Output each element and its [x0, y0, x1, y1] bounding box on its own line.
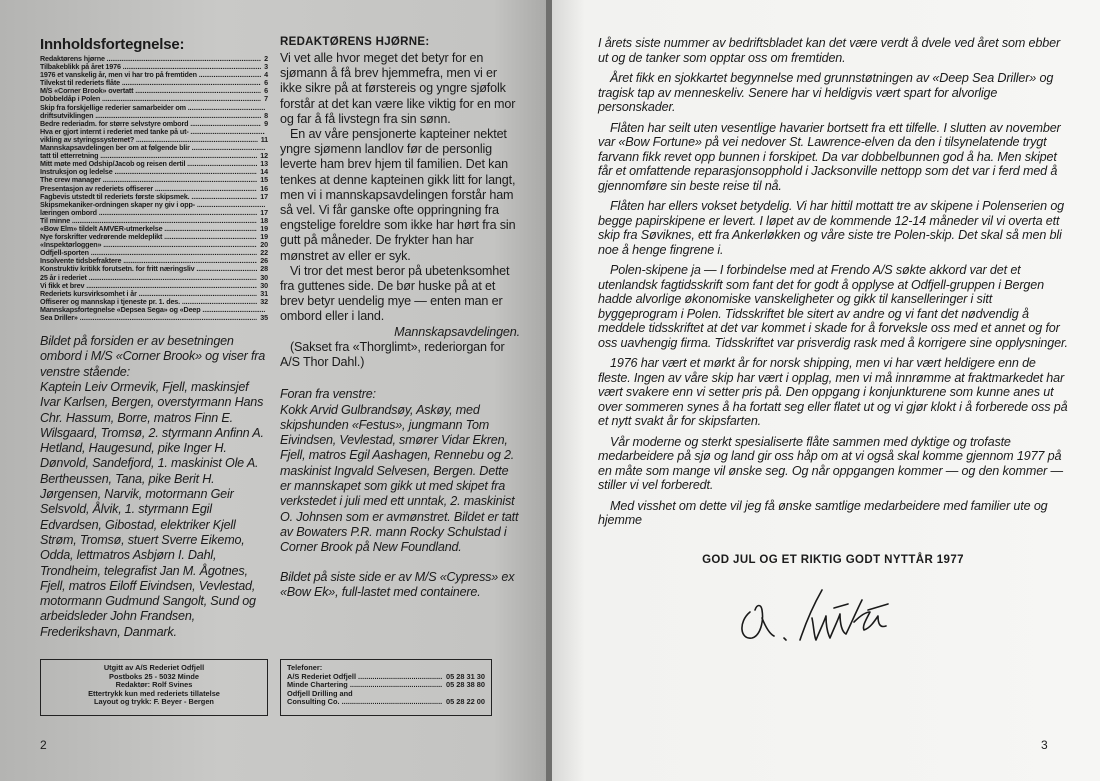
editor-paragraph: Vi tror det mest beror på ubetenksomhet fra guttenes side. De bør huske på at et brev betyr uendelig mye — enten man er ombord eller i land. [280, 263, 510, 324]
toc-entry [40, 282, 268, 290]
toc-entry-page: 19 [260, 223, 268, 233]
toc-entry-title: vikling av styringssystemet? ..... [40, 136, 258, 144]
toc-entry-page: 20 [260, 240, 268, 250]
toc-entry [40, 104, 268, 112]
letter-paragraph: Vår moderne og sterkt spesialiserte flåte sammen med dyktige og trofaste medarbeidere på sjø og land gir oss håp om at vi også skal komme gjennom 1977 på en måte som mange vil ønske seg. Og når oppgangen kommer — og den kommer — stiller vi vel forberedt. [598, 434, 1063, 492]
toc-entry [40, 249, 268, 257]
toc-entry-title: «Bow Elm» tildelt AMVER-utmerkelse ..... [40, 225, 257, 233]
toc-entry [40, 71, 268, 79]
toc-entry-page: 15 [260, 175, 268, 185]
toc-entry-title: Fagbevis utstedt til rederiets første skipsmek. ..... [40, 193, 257, 201]
toc-entry-page: 12 [260, 151, 268, 161]
phones-heading: Telefoner: [287, 663, 323, 672]
letter-paragraph: Flåten har seilt uten vesentlige havarier bortsett fra ett tilfelle. I slutten av november var «Bow Fortune» på vei nedover St. Lawrence-elven da den i tilsynelatende trygt farvann fikk revet opp bunnen i forskipet. Da var dobbelbunnen god å ha. Men skipet får et omfattende reparasjonsopphold i Jacksonville nettopp som det var i ferd med å gjennomføre sin beste reise til nå. [598, 120, 1061, 193]
toc-entry-title: M/S «Corner Brook» overtatt ..... [40, 87, 261, 95]
toc-entry-page: 7 [264, 94, 268, 104]
toc-entry-page: 16 [260, 183, 268, 193]
phone-name: Odfjell Drilling and [287, 689, 353, 698]
toc-entry [40, 233, 268, 241]
editor-corner-heading: REDAKTØRENS HJØRNE: [280, 36, 430, 48]
toc-entry [40, 306, 268, 314]
toc-entry-page: 17 [260, 207, 268, 217]
toc-entry [40, 63, 268, 71]
toc-entry [40, 120, 268, 128]
toc-entry [40, 79, 268, 87]
toc-entry-title: Tilbakeblikk på året 1976 ..... [40, 63, 261, 71]
toc-entry-title: Insolvente tidsbefraktere ..... [40, 257, 257, 265]
toc-entry-page: 18 [260, 215, 268, 225]
phone-numbers-box [280, 659, 492, 716]
toc-entry [40, 112, 268, 120]
toc-entry-title: tatt til etterretning ..... [40, 152, 257, 160]
toc-entry-title: Dobbeldåp i Polen ..... [40, 95, 261, 103]
phone-number: 05 28 22 00 [445, 697, 485, 707]
toc-entry [40, 160, 268, 168]
toc-entry-title: Vi fikk et brev ..... [40, 282, 257, 290]
toc-entry-page: 13 [260, 159, 268, 169]
toc-entry [40, 185, 268, 193]
phone-number: 05 28 38 80 [445, 680, 485, 690]
toc-entry [40, 144, 268, 152]
toc-entry-page: 3 [264, 62, 268, 72]
letter-paragraph: I årets siste nummer av bedriftsbladet kan det være verdt å dvele ved året som ebber ut og de tanker som opptar oss om fremtiden. [598, 36, 1060, 65]
toc-entry-page: 17 [260, 191, 268, 201]
toc-entry-page: 31 [260, 288, 268, 298]
toc-entry-page: 32 [260, 296, 268, 306]
letter-paragraph: Med visshet om dette vil jeg få ønske samtlige medarbeidere med familier ute og hjemme [598, 498, 1048, 527]
toc-entry [40, 314, 268, 322]
phone-name: Minde Chartering ..... [287, 681, 442, 690]
phone-name: A/S Rederiet Odfjell ..... [287, 673, 442, 682]
toc-entry [40, 217, 268, 225]
toc-entry [40, 274, 268, 282]
toc-entry [40, 136, 268, 144]
toc-entry-title: Odfjell-sporten ..... [40, 249, 257, 257]
toc-entry [40, 209, 268, 217]
toc-entry-page: 6 [264, 86, 268, 96]
director-letter [598, 36, 1068, 534]
letter-paragraph: Polen-skipene ja — I forbindelse med at Frendo A/S søkte akkord var det et utenlandsk fagtidsskrift som fant det for godt å opplyse at Odfjell-gruppen i Bergen hadde alvorlige økonomiske vanskeligheter og gikk til kanselleringer i sitt byggeprogram i Polen. Tidsskriftet ble sitert av andre og vi fant det nødvendig å meddele tidsskriftet at det var kommet i skade for å forveksle oss med et annet og for oss uavhengig firma. Tidsskriftet var prisverdig rask med å korrigere sine opplysninger. [598, 263, 1068, 350]
toc-entry-page: 9 [264, 118, 268, 128]
cover-caption-names: Kaptein Leiv Ormevik, Fjell, maskinsjef Ivar Karlsen, Bergen, overstyrmann Hans Chr. Hassum, Borre, matros Finn E. Wilsgaard, Tromsø, 2. styrmann Anfinn A. Hetland, Haugesund, pike Inger H. Dønvold, Sandefjord, 1. maskinist Ole A. Bertheussen, Tana, pike Berit H. Jørgensen, Narvik, motormann Geir Selsvold, Ålvik, 1. styrmann Egil Edvardsen, Gibostad, elektriker Kjell Strøm, Tromsø, stuert Sverre Eikemo, Odda, lettmatros Asbjørn I. Dahl, Trondheim, telegrafist Jan M. Ågotnes, Fjell, matros Eiloff Eivindsen, Vevlestad, motormann Gudmund Sangolt, Sund og arbeidsleder John Frandsen, Frederikshavn, Danmark. [40, 379, 264, 639]
toc-entry-title: Rederiets kursvirksomhet i år ..... [40, 290, 257, 298]
editor-signoff: Mannskapsavdelingen. [394, 324, 520, 339]
imprint-line: Layout og trykk: F. Beyer - Bergen [94, 697, 214, 707]
toc-entry-title: Skip fra forskjellige rederier samarbeider om ..... [40, 104, 265, 112]
toc-entry-title: Tilvekst til rederiets flåte ..... [40, 79, 261, 87]
phone-name: Consulting Co. ..... [287, 698, 442, 707]
toc-entry [40, 95, 268, 103]
editor-source: (Sakset fra «Thorglimt», rederiorgan for A/S Thor Dahl.) [280, 339, 505, 370]
toc-entry-title: Bedre rederiadm. for større selvstyre ombord ..... [40, 120, 261, 128]
toc-entry-title: driftsutviklingen ..... [40, 112, 261, 120]
toc-entry [40, 55, 268, 63]
toc-entry-title: Presentasjon av rederiets offiserer ..... [40, 185, 257, 193]
toc-entry-title: Nye forskrifter vedrørende meldeplikt ..... [40, 233, 257, 241]
editor-paragraph: En av våre pensjonerte kapteiner nektet yngre sjømenn landlov før de personlig leverte ham brev hjem til familien. Det kan tenkes at denne kapteinen gikk litt for langt, men vi i mannskapsavdelingen forstår ham så vel. Vi får ganske ofte oppringning fra engstelige foreldre som ikke har hørt fra sin gutt på måneder. De frykter han har mønstret av eller er syk. [280, 127, 516, 263]
toc-entry-page: 28 [260, 264, 268, 274]
publisher-imprint-box [40, 659, 268, 716]
toc-entry [40, 152, 268, 160]
right-column [280, 36, 520, 600]
toc-entry [40, 87, 268, 95]
handwritten-signature [730, 582, 920, 652]
toc-entry [40, 193, 268, 201]
toc-entry-page: 2 [264, 54, 268, 63]
phone-row [287, 681, 485, 690]
imprint-line: Postboks 25 - 5032 Minde [109, 671, 199, 681]
toc-entry-title: Mannskapsfortegnelse «Depsea Sega» og «Deep ..... [40, 306, 265, 314]
imprint-line: Utgitt av A/S Rederiet Odfjell [103, 663, 205, 672]
front-row-text: Kokk Arvid Gulbrandsøy, Askøy, med skipshunden «Festus», jungmann Tom Eivindsen, Vevlestad, smører Vidar Ekren, Fjell, matros Egil Aashagen, Rennebu og 2. maskinist Ingvald Selvesen, Bergen. Dette er mannskapet som gikk ut med skipet fra verkstedet i juli med ett unntak, 2. maskinist O. Johnsen som er avmønstret. Bildet er tatt av Bowaters P.R. mann Rocky Schulstad i Corner Brook på New Foundland. [280, 402, 519, 555]
toc-entry-page: 30 [260, 280, 268, 290]
toc-entry [40, 176, 268, 184]
toc-entry [40, 201, 268, 209]
toc-entry-title: 25 år i rederiet ..... [40, 274, 257, 282]
toc-entry [40, 298, 268, 306]
toc-list [40, 55, 268, 322]
front-row-caption [280, 387, 520, 600]
toc-entry-title: Offiserer og mannskap i tjeneste pr. 1. des. ..... [40, 298, 257, 306]
toc-entry-page: 14 [260, 167, 268, 177]
toc-entry-title: Til minne ..... [40, 217, 257, 225]
toc-entry-page: 19 [260, 232, 268, 242]
toc-entry [40, 257, 268, 265]
phone-number: 05 28 31 30 [445, 671, 485, 681]
toc-entry-page: 11 [260, 134, 268, 144]
toc-entry-title: Mitt møte med Odship/Jacob og reisen dertil ..... [40, 160, 257, 168]
editor-corner-body [280, 51, 520, 370]
page-number-right: 3 [1041, 738, 1048, 752]
page-number-left: 2 [40, 738, 47, 752]
toc-entry-page: 26 [260, 256, 268, 266]
toc-entry-page: 6 [264, 78, 268, 88]
editor-paragraph: Vi vet alle hvor meget det betyr for en sjømann å få brev hjemmefra, men vi er ikke sikre på at førstereis og yngre sjøfolk forstår at det kan være like viktig for en mor og far å få livstegn fra sin sønn. [280, 51, 516, 126]
phone-row [287, 698, 485, 707]
imprint-line: Ettertrykk kun med rederiets tillatelse [88, 688, 220, 698]
toc-entry-title: læringen ombord ..... [40, 209, 257, 217]
toc-entry-title: Redaktørens hjørne ..... [40, 55, 261, 63]
toc-entry-title: Konstruktiv kritikk forutsetn. for fritt næringsliv ..... [40, 265, 257, 273]
toc-title: Innholdsfortegnelse: [40, 36, 185, 53]
toc-entry-title: Mannskapsavdelingen ber om at følgende blir ..... [40, 144, 265, 152]
toc-entry-title: Skipsmekaniker-ordningen skaper ny giv i opp- ..... [40, 201, 265, 209]
letter-paragraph: 1976 har vært et mørkt år for norsk shipping, men vi har vært heldigere enn de fleste. Ingen av våre skip har vært i opplag, men vi må innrømme at fraktmarkedet har vært svakere enn vi setter pris på. Den oppgang i konjunkturene som kunne anes ut over sommeren synes å ha fortatt seg eller flatet ut og vi gjør klokt i å forberede oss på et nytt svakt år for skipsfarten. [598, 356, 1068, 428]
toc-entry [40, 168, 268, 176]
toc-entry-page: 8 [264, 110, 268, 120]
toc-entry-title: 1976 et vanskelig år, men vi har tro på fremtiden ..... [40, 71, 261, 79]
cover-photo-caption [40, 334, 268, 640]
toc-entry-page: 4 [264, 70, 268, 80]
cover-caption-lead: Bildet på forsiden er av besetningen ombord i M/S «Corner Brook» og viser fra venstre stående: [40, 334, 266, 379]
imprint-line: Redaktør: Rolf Svines [115, 680, 193, 690]
toc-entry [40, 241, 268, 249]
toc-entry [40, 128, 268, 136]
toc-entry [40, 225, 268, 233]
letter-paragraph: Året fikk en sjokkartet begynnelse med grunnstøtningen av «Deep Sea Driller» og tragisk tap av menneskeliv. Senere har vi heldigvis vært spart for alvorlige personskader. [598, 71, 1054, 114]
front-row-lead: Foran fra venstre: [280, 387, 376, 402]
toc-entry-title: Hva er gjort internt i rederiet med tanke på ut- ..... [40, 128, 265, 136]
toc-entry-page: 22 [260, 248, 268, 258]
toc-entry-page: 30 [260, 272, 268, 282]
left-column [40, 36, 268, 640]
toc-entry-title: Sea Driller» ..... [40, 314, 257, 322]
toc-entry-page: 35 [260, 313, 268, 322]
toc-entry [40, 265, 268, 273]
toc-entry-title: The crew manager ..... [40, 176, 257, 184]
back-cover-caption: Bildet på siste side er av M/S «Cypress» ex «Bow Ek», full-lastet med containere. [280, 569, 515, 599]
toc-entry-title: Instruksjon og ledelse ..... [40, 168, 257, 176]
toc-entry [40, 290, 268, 298]
letter-paragraph: Flåten har ellers vokset betydelig. Vi har hittil mottatt tre av skipene i Polenserien og begge papirskipene er levert. I løpet av de kommende 12-14 måneder vil vi overta ett skip fra Søviknes, ett fra Ankerløkken og våre siste tre Polen-skip. Det skal så men bli noe å henge fingrene i. [598, 199, 1065, 257]
toc-entry-title: «Inspektørloggen» ..... [40, 241, 257, 249]
holiday-greeting: GOD JUL OG ET RIKTIG GODT NYTTÅR 1977 [702, 554, 964, 566]
